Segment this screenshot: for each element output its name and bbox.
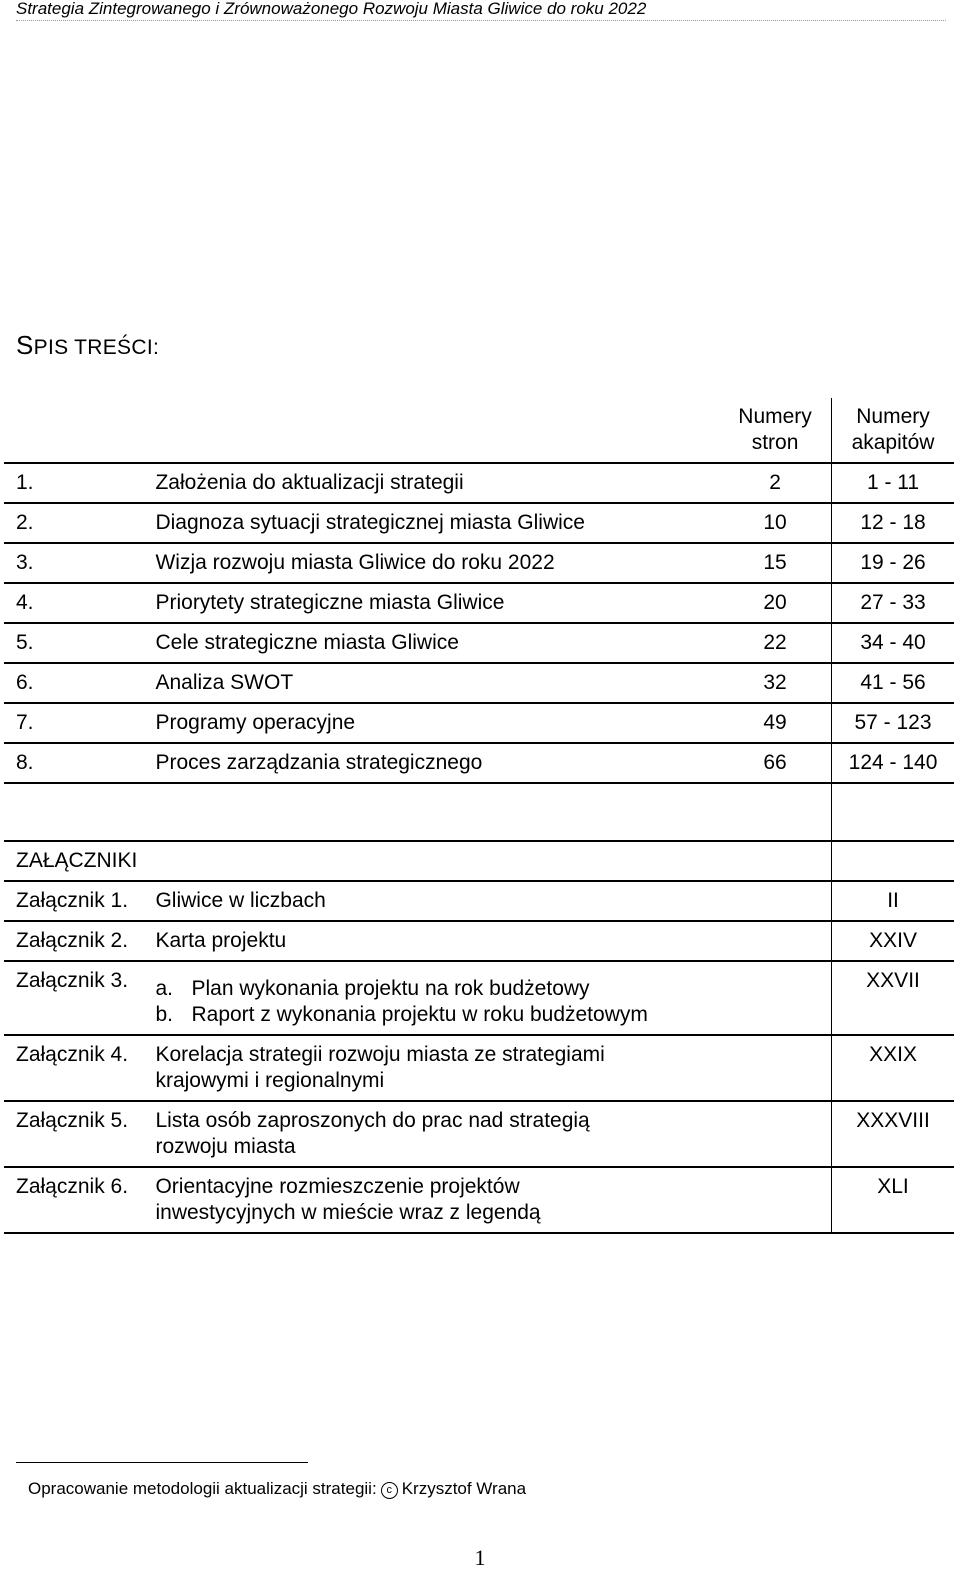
- chapter-number: 3.: [4, 543, 155, 583]
- chapter-paragraphs: 1 - 11: [832, 463, 954, 503]
- chapter-title: Analiza SWOT: [155, 663, 719, 703]
- chapter-page: 10: [719, 503, 832, 543]
- annex-title-line: krajowymi i regionalnymi: [155, 1069, 385, 1092]
- running-header: Strategia Zintegrowanego i Zrównoważonego Rozwoju Miasta Gliwice do roku 2022: [16, 0, 946, 21]
- toc-chapter-row[interactable]: [4, 743, 954, 783]
- chapter-page: 15: [719, 543, 832, 583]
- annex-label: Załącznik 1.: [4, 881, 155, 921]
- annex-label: Załącznik 4.: [4, 1035, 155, 1101]
- annex-title: [155, 921, 831, 961]
- chapter-title: Założenia do aktualizacji strategii: [155, 463, 719, 503]
- annex-title: [155, 961, 831, 1035]
- chapter-page: 32: [719, 663, 832, 703]
- chapter-paragraphs: 57 - 123: [832, 703, 954, 743]
- footnote-rule: [16, 1462, 308, 1463]
- annex-page: XXVII: [832, 961, 954, 1035]
- chapter-paragraphs: 12 - 18: [832, 503, 954, 543]
- toc-title-rest: PIS TREŚCI:: [33, 336, 160, 359]
- column-header-pages: [719, 398, 832, 463]
- annex-sub-item-letter: b.: [155, 1003, 173, 1026]
- annex-sub-items: [155, 976, 831, 1028]
- annex-row[interactable]: [4, 881, 954, 921]
- column-header-paragraphs-line2: akapitów: [851, 431, 935, 454]
- copyright-icon: c: [381, 1482, 398, 1499]
- toc-spacer-row: [4, 783, 954, 841]
- column-header-paragraphs: [832, 398, 954, 463]
- toc-chapter-row[interactable]: [4, 703, 954, 743]
- chapter-paragraphs: 124 - 140: [832, 743, 954, 783]
- chapter-title: Priorytety strategiczne miasta Gliwice: [155, 583, 719, 623]
- chapter-paragraphs: 41 - 56: [832, 663, 954, 703]
- footnote: [28, 1478, 526, 1500]
- spacer-cell: [4, 783, 832, 841]
- annex-label: Załącznik 5.: [4, 1101, 155, 1167]
- annex-page: XXIV: [832, 921, 954, 961]
- annex-title: [155, 1167, 831, 1233]
- toc-chapter-row[interactable]: [4, 583, 954, 623]
- chapter-title: Cele strategiczne miasta Gliwice: [155, 623, 719, 663]
- chapter-title: Programy operacyjne: [155, 703, 719, 743]
- page-number: 1: [474, 1545, 486, 1570]
- chapter-number: 6.: [4, 663, 155, 703]
- chapter-paragraphs: 27 - 33: [832, 583, 954, 623]
- toc-header-row: [4, 398, 954, 463]
- annex-title: [155, 1101, 831, 1167]
- annex-row[interactable]: [4, 1167, 954, 1233]
- annex-title-line: rozwoju miasta: [155, 1135, 296, 1158]
- toc-table: [4, 398, 954, 1234]
- footnote-author: Krzysztof Wrana: [401, 1479, 527, 1498]
- annex-page: XLI: [832, 1167, 954, 1233]
- annex-title-line: Lista osób zaproszonych do prac nad strategią: [155, 1109, 590, 1132]
- footnote-text: Opracowanie metodologii aktualizacji strategii:: [28, 1479, 377, 1498]
- annex-row[interactable]: [4, 1101, 954, 1167]
- toc-chapter-row[interactable]: [4, 663, 954, 703]
- chapter-title: Proces zarządzania strategicznego: [155, 743, 719, 783]
- toc-chapter-row[interactable]: [4, 503, 954, 543]
- annex-title: [155, 881, 831, 921]
- chapter-paragraphs: 19 - 26: [832, 543, 954, 583]
- chapter-page: 49: [719, 703, 832, 743]
- annex-row[interactable]: [4, 921, 954, 961]
- annex-title-line: Gliwice w liczbach: [155, 889, 326, 912]
- annex-label: Załącznik 6.: [4, 1167, 155, 1233]
- annex-page: XXIX: [832, 1035, 954, 1101]
- annex-label: Załącznik 3.: [4, 961, 155, 1035]
- chapter-page: 22: [719, 623, 832, 663]
- chapter-number: 5.: [4, 623, 155, 663]
- toc-title: [16, 330, 159, 363]
- annex-title-line: Korelacja strategii rozwoju miasta ze strategiami: [155, 1043, 605, 1066]
- annex-title-line: inwestycyjnych w mieście wraz z legendą: [155, 1201, 541, 1224]
- annex-sub-item-letter: a.: [155, 977, 173, 1000]
- column-header-pages-line2: stron: [751, 431, 799, 454]
- annex-heading-row: [4, 841, 954, 881]
- annex-sub-item-text: Raport z wykonania projektu w roku budżetowym: [191, 1003, 648, 1026]
- column-header-pages-line1: Numery: [738, 405, 812, 428]
- toc-chapter-row[interactable]: [4, 463, 954, 503]
- chapter-number: 8.: [4, 743, 155, 783]
- chapter-title: Diagnoza sytuacji strategicznej miasta Gliwice: [155, 503, 719, 543]
- annex-title: [155, 1035, 831, 1101]
- annex-sub-item: [155, 1002, 831, 1028]
- annex-row[interactable]: [4, 1035, 954, 1101]
- annex-title-line: Karta projektu: [155, 929, 287, 952]
- annex-title-line: Orientacyjne rozmieszczenie projektów: [155, 1175, 520, 1198]
- chapter-page: 2: [719, 463, 832, 503]
- chapter-page: 20: [719, 583, 832, 623]
- column-header-paragraphs-line1: Numery: [856, 405, 930, 428]
- chapter-number: 2.: [4, 503, 155, 543]
- annex-row[interactable]: [4, 961, 954, 1035]
- toc-chapter-row[interactable]: [4, 543, 954, 583]
- chapter-number: 7.: [4, 703, 155, 743]
- chapter-number: 1.: [4, 463, 155, 503]
- chapter-paragraphs: 34 - 40: [832, 623, 954, 663]
- annex-sub-item: [155, 976, 831, 1002]
- chapter-number: 4.: [4, 583, 155, 623]
- toc-chapter-row[interactable]: [4, 623, 954, 663]
- annex-sub-item-text: Plan wykonania projektu na rok budżetowy: [191, 977, 590, 1000]
- chapter-title: Wizja rozwoju miasta Gliwice do roku 2022: [155, 543, 719, 583]
- annex-label: Załącznik 2.: [4, 921, 155, 961]
- annex-page: XXXVIII: [832, 1101, 954, 1167]
- annex-heading-blank: [832, 841, 954, 881]
- spacer-cell: [832, 783, 954, 841]
- annex-page: II: [832, 881, 954, 921]
- annex-heading: ZAŁĄCZNIKI: [4, 841, 832, 881]
- toc-title-initial: S: [16, 330, 34, 360]
- chapter-page: 66: [719, 743, 832, 783]
